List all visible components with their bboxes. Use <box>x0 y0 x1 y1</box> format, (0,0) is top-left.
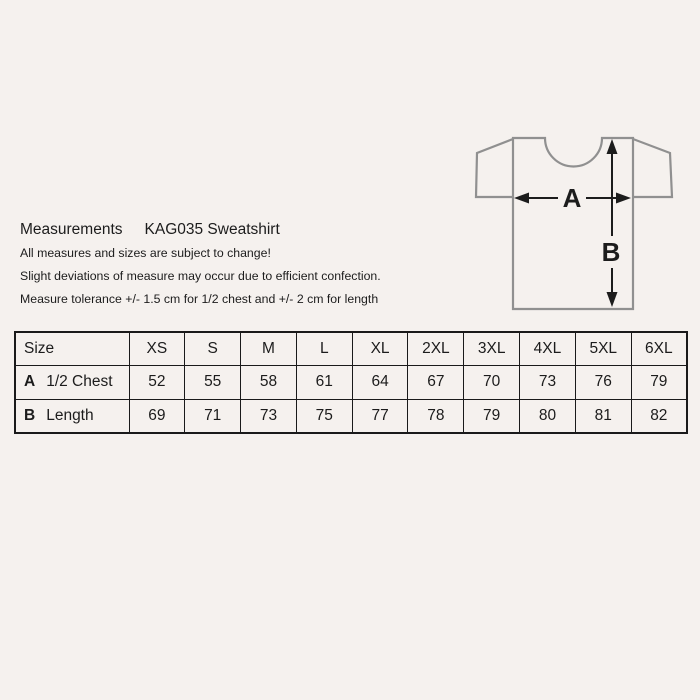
note-deviations: Slight deviations of measure may occur due to efficient confection. <box>20 269 381 283</box>
label-b: B <box>601 237 621 267</box>
note-subject-to-change: All measures and sizes are subject to change! <box>20 246 271 260</box>
value-cell: 69 <box>129 399 185 433</box>
header-2xl: 2XL <box>408 332 464 366</box>
note-tolerance: Measure tolerance +/- 1.5 cm for 1/2 chest and +/- 2 cm for length <box>20 292 379 306</box>
title-measurements: Measurements <box>20 221 123 238</box>
measurements-info-block <box>20 220 381 315</box>
half-chest-row <box>15 366 687 400</box>
header-l: L <box>296 332 352 366</box>
label-a: A <box>562 183 582 213</box>
row-label-length <box>15 399 129 433</box>
value-cell: 79 <box>631 366 687 400</box>
page-title <box>20 220 381 239</box>
value-cell: 77 <box>352 399 408 433</box>
value-cell: 64 <box>352 366 408 400</box>
size-table <box>14 331 688 434</box>
value-cell: 79 <box>464 399 520 433</box>
value-cell: 61 <box>296 366 352 400</box>
row-key-a: A <box>24 373 36 391</box>
row-key-b: B <box>24 406 36 424</box>
header-size: Size <box>15 332 129 366</box>
value-cell: 55 <box>185 366 241 400</box>
shirt-right-sleeve <box>633 139 672 197</box>
value-cell: 73 <box>241 399 297 433</box>
length-row <box>15 399 687 433</box>
row-name-length: Length <box>46 406 94 424</box>
value-cell: 67 <box>408 366 464 400</box>
arrow-left-head <box>514 193 529 204</box>
arrow-top-head <box>607 139 618 154</box>
value-cell: 78 <box>408 399 464 433</box>
row-label-half-chest <box>15 366 129 400</box>
header-6xl: 6XL <box>631 332 687 366</box>
header-m: M <box>241 332 297 366</box>
sweatshirt-diagram <box>455 118 695 318</box>
value-cell: 73 <box>520 366 576 400</box>
value-cell: 76 <box>575 366 631 400</box>
value-cell: 82 <box>631 399 687 433</box>
header-4xl: 4XL <box>520 332 576 366</box>
header-3xl: 3XL <box>464 332 520 366</box>
shirt-left-sleeve <box>476 139 513 197</box>
value-cell: 75 <box>296 399 352 433</box>
row-name-half-chest: 1/2 Chest <box>46 373 113 391</box>
value-cell: 52 <box>129 366 185 400</box>
value-cell: 70 <box>464 366 520 400</box>
title-product-name: KAG035 Sweatshirt <box>144 221 280 238</box>
value-cell: 80 <box>520 399 576 433</box>
value-cell: 81 <box>575 399 631 433</box>
arrow-bottom-head <box>607 292 618 307</box>
shirt-body-outline <box>513 138 633 309</box>
header-xs: XS <box>129 332 185 366</box>
value-cell: 58 <box>241 366 297 400</box>
arrow-right-head <box>616 193 631 204</box>
value-cell: 71 <box>185 399 241 433</box>
header-xl: XL <box>352 332 408 366</box>
header-5xl: 5XL <box>575 332 631 366</box>
length-arrow <box>607 139 618 307</box>
size-header-row <box>15 332 687 366</box>
header-s: S <box>185 332 241 366</box>
